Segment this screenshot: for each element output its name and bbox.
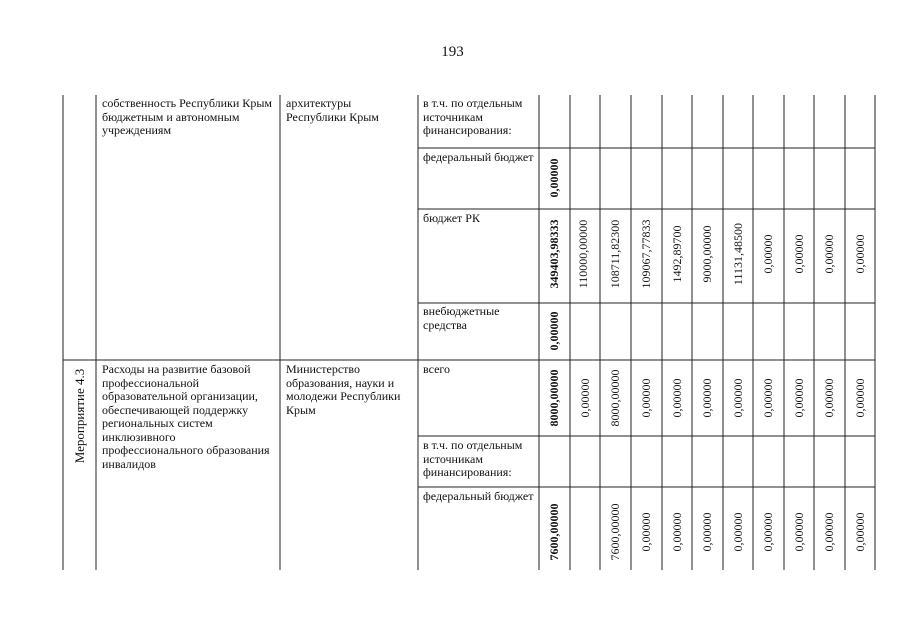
cell-total-col7: 0,00000 xyxy=(761,378,775,418)
cell-total-total: 8000,00000 xyxy=(547,369,561,427)
row-label-sources-1: в т.ч. по отдельным источникам финансирования: xyxy=(423,96,523,137)
measure-id: Мероприятие 4.3 xyxy=(72,368,87,464)
cell-rk-col2: 108711,82300 xyxy=(608,219,622,289)
cell-federal-total: 0,00000 xyxy=(547,158,561,198)
cell-federal2-col3: 0,00000 xyxy=(639,512,653,552)
measure-description: Расходы на развитие базовой профессиональной образовательной организации, обеспечивающей поддержку региональных систем инклюзивного профессионального образования инвалидов xyxy=(102,362,270,471)
cell-rk-col8: 0,00000 xyxy=(792,234,806,274)
row-label-extrabudget: внебюджетные средства xyxy=(423,304,500,332)
cell-rk-col4: 1492,89700 xyxy=(670,225,684,283)
cell-total-col1: 0,00000 xyxy=(578,378,592,418)
cell-rk-col3: 109067,77833 xyxy=(639,219,653,289)
cell-rk-col10: 0,00000 xyxy=(853,234,867,274)
cell-federal2-col2: 7600,00000 xyxy=(608,503,622,561)
cell-total-col2: 8000,00000 xyxy=(608,369,622,427)
cell-total-col10: 0,00000 xyxy=(853,378,867,418)
cell-federal2-col9: 0,00000 xyxy=(822,512,836,552)
cell-total-col8: 0,00000 xyxy=(792,378,806,418)
cell-federal2-col1 xyxy=(578,488,592,576)
row-label-federal-1: федеральный бюджет xyxy=(423,150,534,164)
cell-rk-col1: 110000,00000 xyxy=(576,219,590,289)
cell-total-col4: 0,00000 xyxy=(670,378,684,418)
measure-executor: Министерство образования, науки и молодежи Республики Крым xyxy=(286,362,401,417)
cell-total-col9: 0,00000 xyxy=(822,378,836,418)
row-label-federal-2: федеральный бюджет xyxy=(423,489,534,503)
cell-rk-col7: 0,00000 xyxy=(761,234,775,274)
cell-rk-col5: 9000,00000 xyxy=(700,225,714,283)
cell-federal2-total: 7600,00000 xyxy=(547,503,561,561)
cell-total-col6: 0,00000 xyxy=(731,378,745,418)
cell-federal2-col6: 0,00000 xyxy=(731,512,745,552)
cell-federal2-col10: 0,00000 xyxy=(853,512,867,552)
cell-rk-col9: 0,00000 xyxy=(822,234,836,274)
top-executor: архитектуры Республики Крым xyxy=(286,96,379,124)
cell-rk-total: 349403,98333 xyxy=(547,219,561,289)
cell-federal2-col4: 0,00000 xyxy=(670,512,684,552)
cell-federal2-col8: 0,00000 xyxy=(792,512,806,552)
cell-federal2-col5: 0,00000 xyxy=(700,512,714,552)
cell-extrabudget-total: 0,00000 xyxy=(547,311,561,351)
row-label-sources-2: в т.ч. по отдельным источникам финансирования: xyxy=(423,438,523,479)
cell-total-col5: 0,00000 xyxy=(700,378,714,418)
cell-total-col3: 0,00000 xyxy=(639,378,653,418)
cell-federal2-col7: 0,00000 xyxy=(761,512,775,552)
top-description: собственность Республики Крым бюджетным и автономным учреждениям xyxy=(102,96,272,137)
page-number: 193 xyxy=(441,44,464,60)
row-label-total: всего xyxy=(423,362,451,376)
cell-rk-col6: 11131,48500 xyxy=(731,222,745,286)
row-label-budget-rk: бюджет РК xyxy=(423,211,480,225)
